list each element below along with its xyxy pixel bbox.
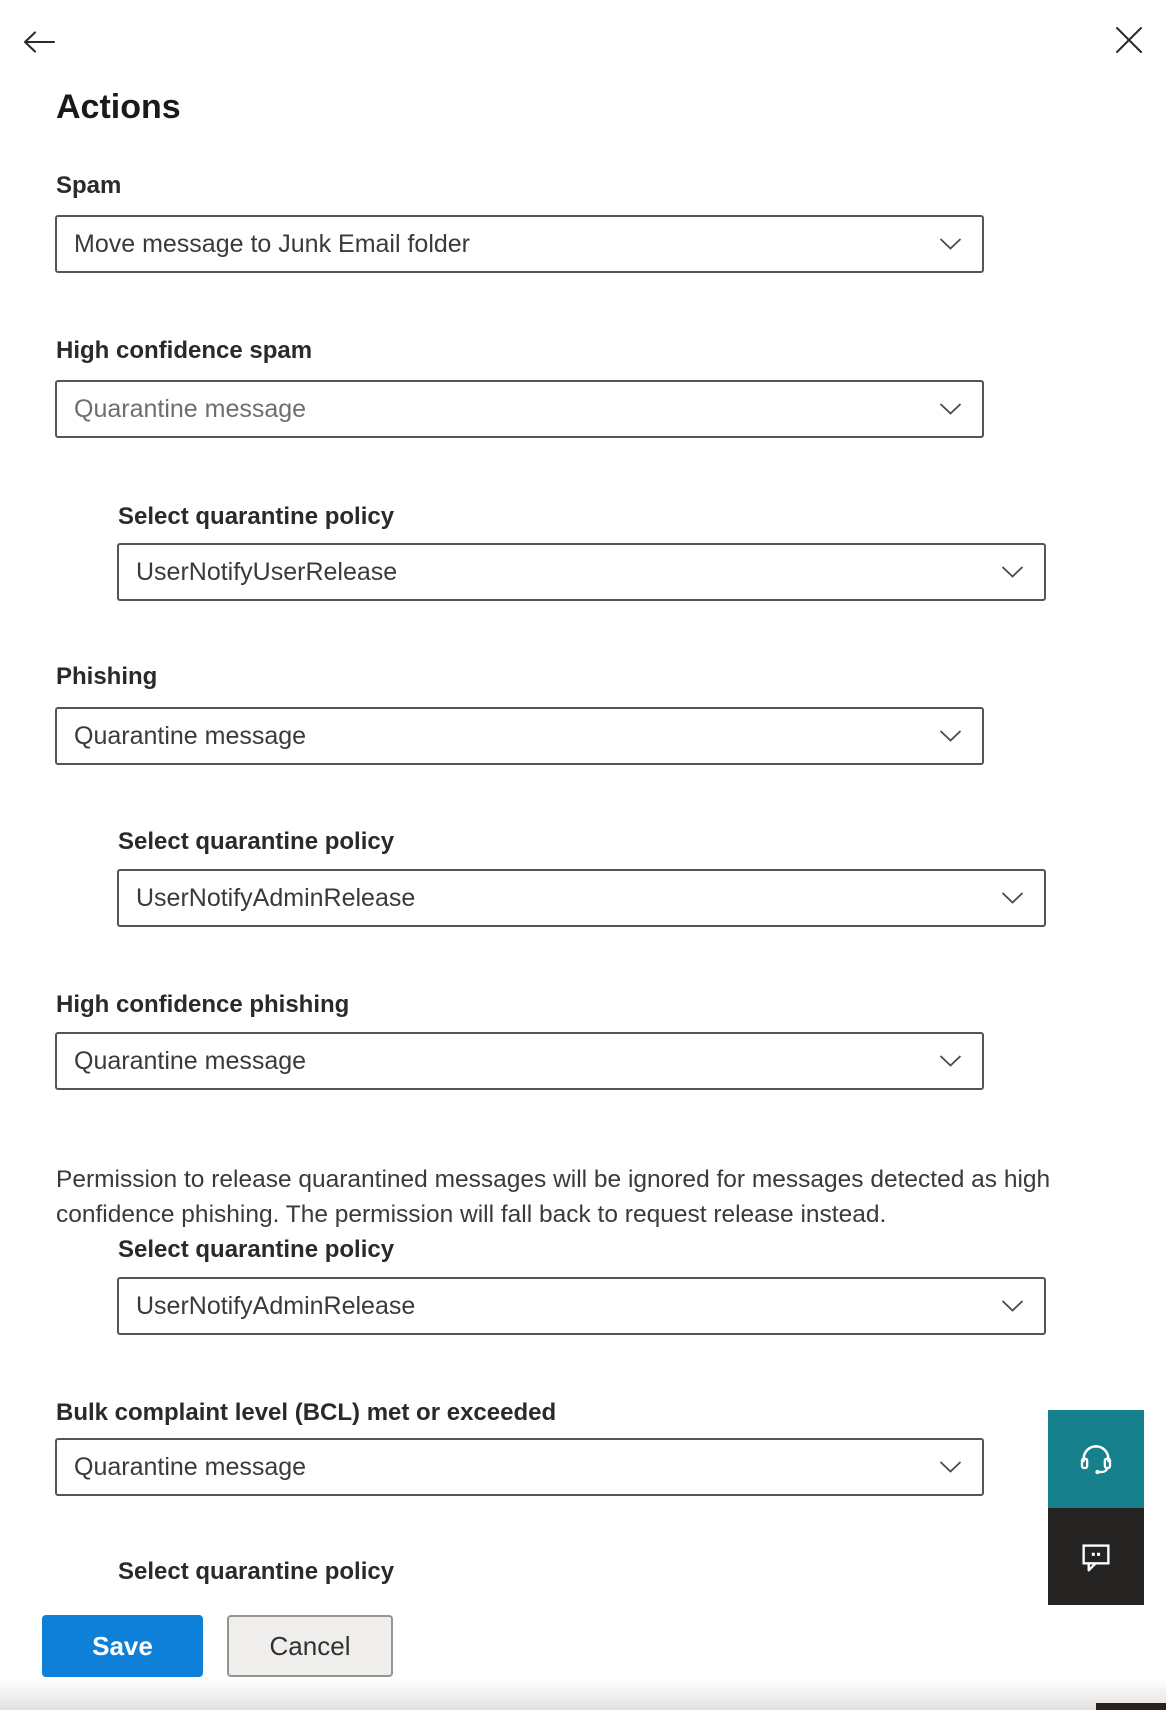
phishing-action-select[interactable] <box>55 707 984 765</box>
high-confidence-phishing-action-value: Quarantine message <box>74 1046 307 1075</box>
chevron-down-icon <box>1001 892 1024 905</box>
chevron-down-icon <box>939 1461 962 1474</box>
bcl-quarantine-policy-label-clipped <box>118 1558 394 1584</box>
phishing-quarantine-policy-label: Select quarantine policy <box>118 828 395 855</box>
help-button[interactable] <box>1048 1410 1144 1508</box>
cancel-button[interactable]: Cancel <box>227 1615 393 1677</box>
bottom-edge-bar <box>1096 1703 1166 1710</box>
headset-icon <box>1076 1439 1116 1479</box>
chevron-down-icon <box>1001 1300 1024 1313</box>
spam-quarantine-policy-label: Select quarantine policy <box>118 503 395 530</box>
spam-quarantine-policy-value: UserNotifyUserRelease <box>136 557 398 586</box>
spam-label: Spam <box>56 172 122 199</box>
hcp-quarantine-policy-select[interactable] <box>117 1277 1046 1335</box>
hcp-quarantine-policy-value: UserNotifyAdminRelease <box>136 1291 416 1320</box>
feedback-button[interactable] <box>1048 1508 1144 1605</box>
phishing-quarantine-policy-select[interactable] <box>117 869 1046 927</box>
phishing-action-value: Quarantine message <box>74 721 307 750</box>
arrow-left-icon <box>20 23 58 61</box>
bcl-action-select[interactable] <box>55 1438 984 1496</box>
phishing-label: Phishing <box>56 663 158 690</box>
chevron-down-icon <box>1001 566 1024 579</box>
bcl-quarantine-policy-label: Select quarantine policy <box>118 1558 395 1584</box>
chevron-down-icon <box>939 1055 962 1068</box>
back-button[interactable] <box>20 23 58 61</box>
spam-quarantine-policy-select[interactable] <box>117 543 1046 601</box>
page-title: Actions <box>56 88 181 126</box>
high-confidence-phishing-label: High confidence phishing <box>56 991 350 1018</box>
chevron-down-icon <box>939 238 962 251</box>
bcl-label: Bulk complaint level (BCL) met or exceeded <box>56 1399 557 1426</box>
chevron-down-icon <box>939 730 962 743</box>
high-confidence-spam-action-select[interactable] <box>55 380 984 438</box>
high-confidence-spam-label: High confidence spam <box>56 337 313 364</box>
save-button[interactable]: Save <box>42 1615 203 1677</box>
close-button[interactable] <box>1113 24 1145 56</box>
bcl-action-value: Quarantine message <box>74 1452 307 1481</box>
hcp-quarantine-policy-label: Select quarantine policy <box>118 1236 395 1263</box>
high-confidence-spam-action-value: Quarantine message <box>74 394 307 423</box>
high-confidence-phishing-note: Permission to release quarantined messages will be ignored for messages detected as high confidence phishing. The permission will fall back to request release instead. <box>56 1165 1051 1228</box>
bottom-scroll-fade <box>0 1678 1166 1710</box>
feedback-chat-icon <box>1077 1538 1115 1576</box>
high-confidence-phishing-action-select[interactable] <box>55 1032 984 1090</box>
phishing-quarantine-policy-value: UserNotifyAdminRelease <box>136 883 416 912</box>
spam-action-select[interactable] <box>55 215 984 273</box>
spam-action-value: Move message to Junk Email folder <box>74 229 471 258</box>
chevron-down-icon <box>939 403 962 416</box>
close-icon <box>1113 24 1145 56</box>
